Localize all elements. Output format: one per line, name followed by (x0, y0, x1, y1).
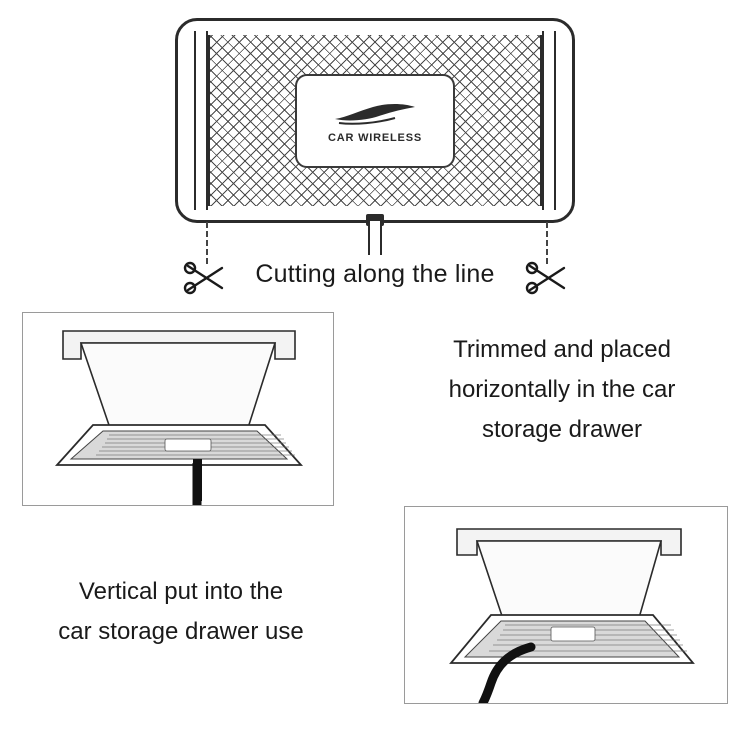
logo-text: CAR WIRELESS (328, 131, 422, 144)
caption-line: Trimmed and placed (453, 336, 671, 363)
drawer-vertical-illustration (23, 313, 333, 505)
panel-vertical-use-image (22, 312, 334, 506)
pad-left-edge (194, 31, 208, 210)
caption-line: Vertical put into the (78, 578, 284, 605)
product-illustration (175, 18, 575, 223)
caption-line: horizontally in the car (448, 376, 676, 403)
caption-horizontal-use (382, 330, 742, 450)
caption-line: car storage drawer use (58, 618, 304, 645)
car-silhouette-icon (329, 98, 421, 128)
panel-horizontal-use-image (404, 506, 728, 704)
caption-line: storage drawer (481, 416, 643, 443)
drawer-horizontal-illustration (405, 507, 727, 703)
charging-pad-body (175, 18, 575, 223)
power-cable (368, 221, 382, 255)
cut-step-label: Cutting along the line (255, 260, 495, 288)
pad-right-edge (542, 31, 556, 210)
caption-vertical-use (6, 572, 356, 652)
logo-plate (295, 74, 455, 168)
